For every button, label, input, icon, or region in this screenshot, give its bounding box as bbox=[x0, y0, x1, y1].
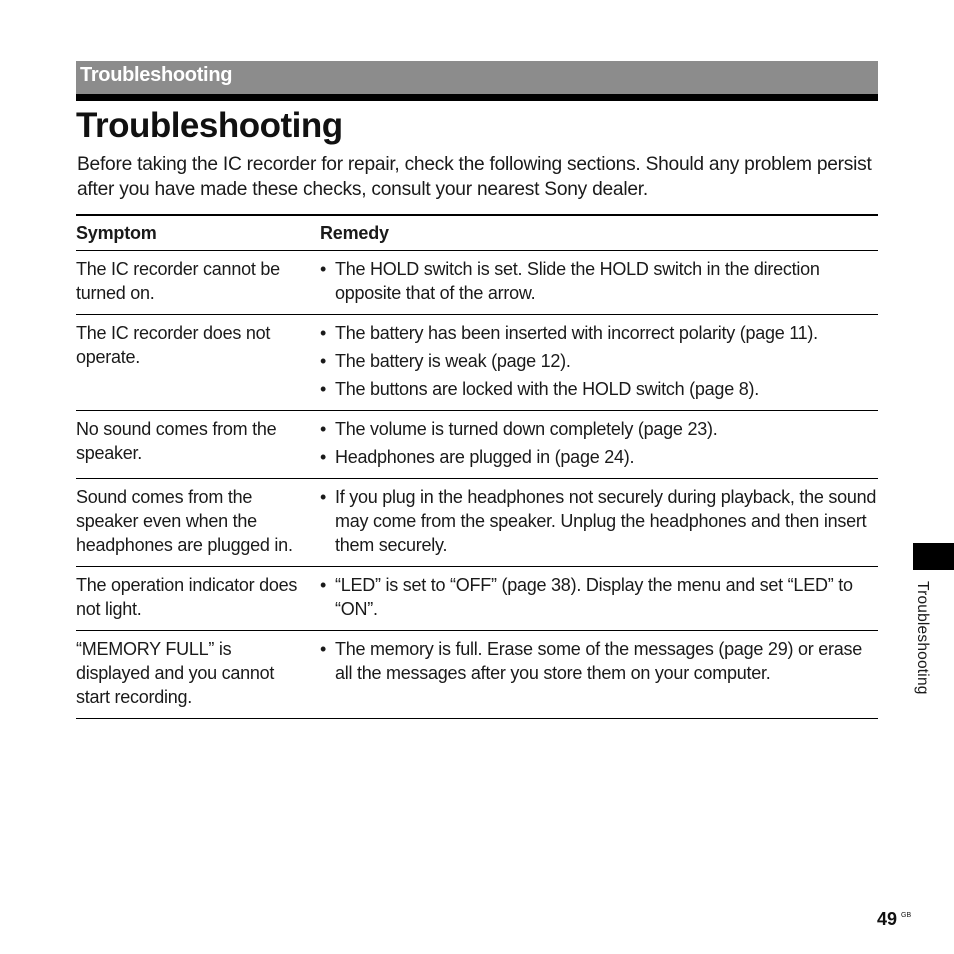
section-header-label: Troubleshooting bbox=[80, 64, 233, 86]
remedy-item: • The memory is full. Erase some of the messages (page 29) or erase all the messages after you store them on your computer. bbox=[320, 637, 878, 685]
remedy-column-header: Remedy bbox=[320, 215, 878, 251]
remedy-cell bbox=[320, 411, 878, 479]
symptom-cell bbox=[76, 315, 320, 411]
symptom-cell bbox=[76, 567, 320, 631]
symptom-cell bbox=[76, 411, 320, 479]
table-header-row bbox=[76, 215, 878, 251]
remedy-list bbox=[320, 573, 878, 621]
side-tab-marker bbox=[913, 543, 954, 570]
remedy-cell bbox=[320, 251, 878, 315]
table-row bbox=[76, 631, 878, 719]
intro-paragraph: Before taking the IC recorder for repair, check the following sections. Should any problem persist after you have made these checks, consult your nearest Sony dealer. bbox=[77, 154, 872, 200]
troubleshooting-table bbox=[76, 214, 878, 719]
symptom-text: “MEMORY FULL” is displayed and you cannot start recording. bbox=[76, 639, 275, 707]
remedy-cell bbox=[320, 631, 878, 719]
remedy-item: • Headphones are plugged in (page 24). bbox=[320, 445, 878, 469]
symptom-cell bbox=[76, 631, 320, 719]
symptom-text: Sound comes from the speaker even when the headphones are plugged in. bbox=[76, 487, 293, 555]
remedy-cell bbox=[320, 315, 878, 411]
table-row bbox=[76, 567, 878, 631]
remedy-item: • The volume is turned down completely (page 23). bbox=[320, 417, 878, 441]
remedy-item: • The HOLD switch is set. Slide the HOLD switch in the direction opposite that of the arrow. bbox=[320, 257, 878, 305]
remedy-item: • The battery has been inserted with incorrect polarity (page 11). bbox=[320, 321, 878, 345]
symptom-text: The IC recorder cannot be turned on. bbox=[76, 259, 280, 303]
table-row bbox=[76, 251, 878, 315]
remedy-list bbox=[320, 637, 878, 685]
symptom-text: The operation indicator does not light. bbox=[76, 575, 298, 619]
remedy-list bbox=[320, 257, 878, 305]
symptom-cell bbox=[76, 251, 320, 315]
page-title: Troubleshooting bbox=[76, 106, 343, 145]
table-row bbox=[76, 479, 878, 567]
table-row bbox=[76, 315, 878, 411]
remedy-item: • The buttons are locked with the HOLD switch (page 8). bbox=[320, 377, 878, 401]
remedy-item: • “LED” is set to “OFF” (page 38). Display the menu and set “LED” to “ON”. bbox=[320, 573, 878, 621]
remedy-cell bbox=[320, 479, 878, 567]
side-tab-label: Troubleshooting bbox=[914, 581, 931, 695]
remedy-item: • The battery is weak (page 12). bbox=[320, 349, 878, 373]
remedy-cell bbox=[320, 567, 878, 631]
section-header-bar bbox=[76, 61, 878, 101]
symptom-text: The IC recorder does not operate. bbox=[76, 323, 271, 367]
remedy-list bbox=[320, 321, 878, 401]
page-number-suffix: GB bbox=[901, 912, 912, 919]
remedy-list bbox=[320, 485, 878, 557]
table-row bbox=[76, 411, 878, 479]
page-number: 49 bbox=[877, 909, 898, 929]
symptom-column-header: Symptom bbox=[76, 215, 320, 251]
symptom-text: No sound comes from the speaker. bbox=[76, 419, 277, 463]
remedy-item: • If you plug in the headphones not securely during playback, the sound may come from the speaker. Unplug the headphones and then insert them securely. bbox=[320, 485, 878, 557]
remedy-list bbox=[320, 417, 878, 469]
symptom-cell bbox=[76, 479, 320, 567]
